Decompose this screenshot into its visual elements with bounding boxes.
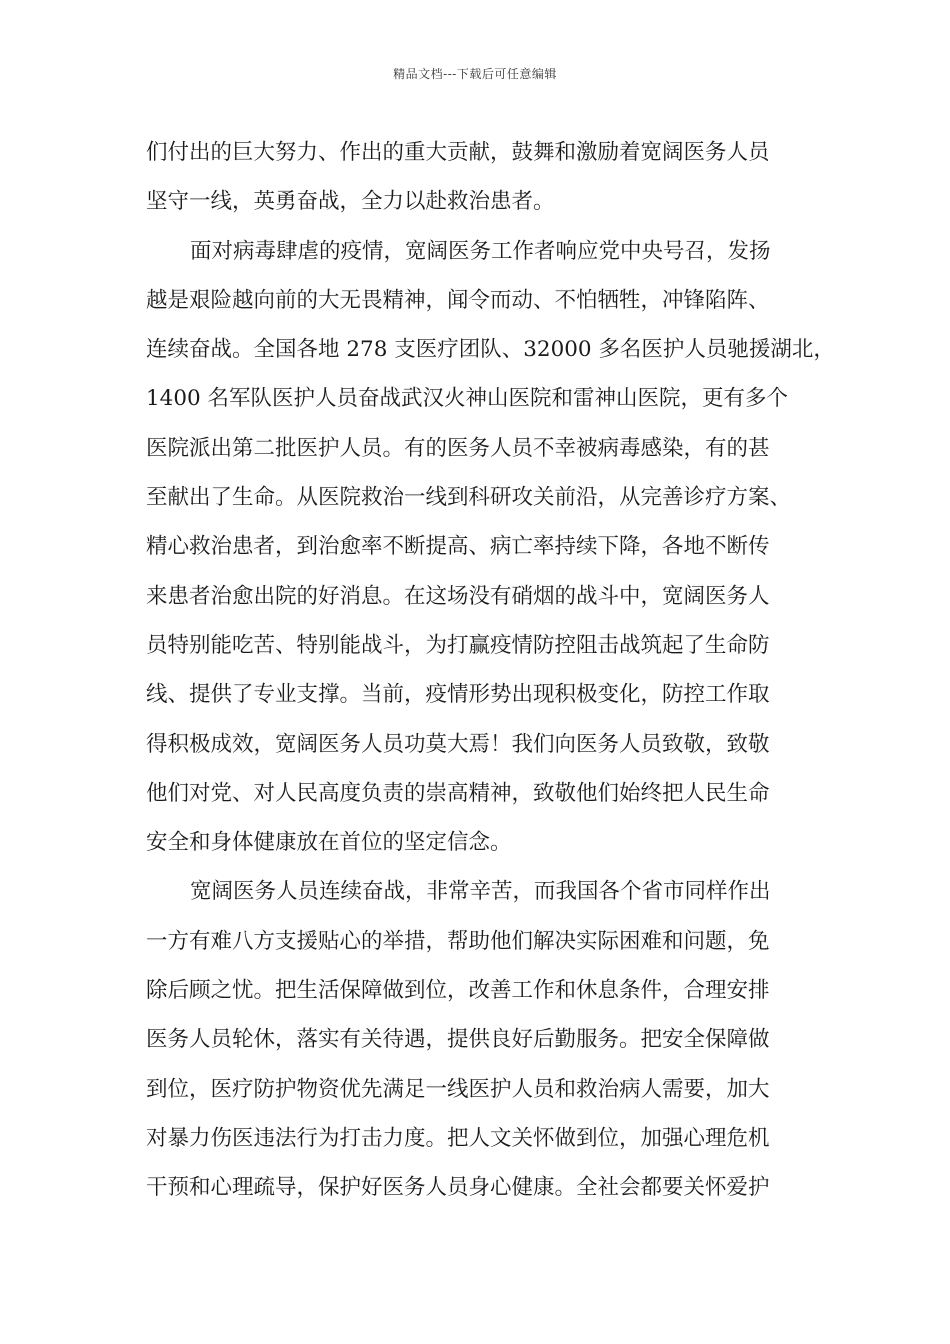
text-line: 来患者治愈出院的好消息。在这场没有硝烟的战斗中，宽阔医务人 [146, 583, 770, 609]
text-line: 干预和心理疏导，保护好医务人员身心健康。全社会都要关怀爱护 [146, 1175, 770, 1201]
text-line: 们付出的巨大努力、作出的重大贡献，鼓舞和激励着宽阔医务人员 [146, 140, 770, 165]
text-line: 医务人员轮休，落实有关待遇，提供良好后勤服务。把安全保障做 [146, 1027, 770, 1053]
text-line: 连续奋战。全国各地 278 支医疗团队、32000 多名医护人员驰援湖北， [146, 337, 835, 363]
text-line: 线、提供了专业支撑。当前，疫情形势出现积极变化，防控工作取 [146, 682, 770, 708]
text-line: 1400 名军队医护人员奋战武汉火神山医院和雷神山医院，更有多个 [146, 386, 789, 412]
text-line: 对暴力伤医违法行为打击力度。把人文关怀做到位，加强心理危机 [146, 1125, 770, 1151]
text-line: 员特别能吃苦、特别能战斗，为打赢疫情防控阻击战筑起了生命防 [146, 632, 770, 658]
text-line: 一方有难八方支援贴心的举措，帮助他们解决实际困难和问题，免 [146, 928, 770, 954]
text-line: 医院派出第二批医护人员。有的医务人员不幸被病毒感染，有的甚 [146, 435, 770, 461]
text-line: 得积极成效，宽阔医务人员功莫大焉！我们向医务人员致敬，致敬 [146, 731, 770, 757]
text-line: 除后顾之忧。把生活保障做到位，改善工作和休息条件，合理安排 [146, 978, 770, 1004]
text-line: 精心救治患者，到治愈率不断提高、病亡率持续下降，各地不断传 [146, 534, 770, 560]
paragraph-start-line: 面对病毒肆虐的疫情，宽阔医务工作者响应党中央号召，发扬 [190, 238, 771, 264]
text-line: 坚守一线，英勇奋战，全力以赴救治患者。 [146, 189, 555, 215]
paragraph-start-line: 宽阔医务人员连续奋战，非常辛苦，而我国各个省市同样作出 [190, 879, 771, 905]
text-line: 他们对党、对人民高度负责的崇高精神，致敬他们始终把人民生命 [146, 780, 770, 806]
text-line: 安全和身体健康放在首位的坚定信念。 [146, 830, 512, 856]
page-header: 精品文档---下载后可任意编辑 [393, 67, 557, 81]
document-body [146, 128, 835, 1213]
text-line: 到位，医疗防护物资优先满足一线医护人员和救治病人需要，加大 [146, 1076, 770, 1102]
text-line: 至献出了生命。从医院救治一线到科研攻关前沿，从完善诊疗方案、 [146, 485, 792, 511]
text-line: 越是艰险越向前的大无畏精神，闻令而动、不怕牺牲，冲锋陷阵、 [146, 287, 770, 313]
